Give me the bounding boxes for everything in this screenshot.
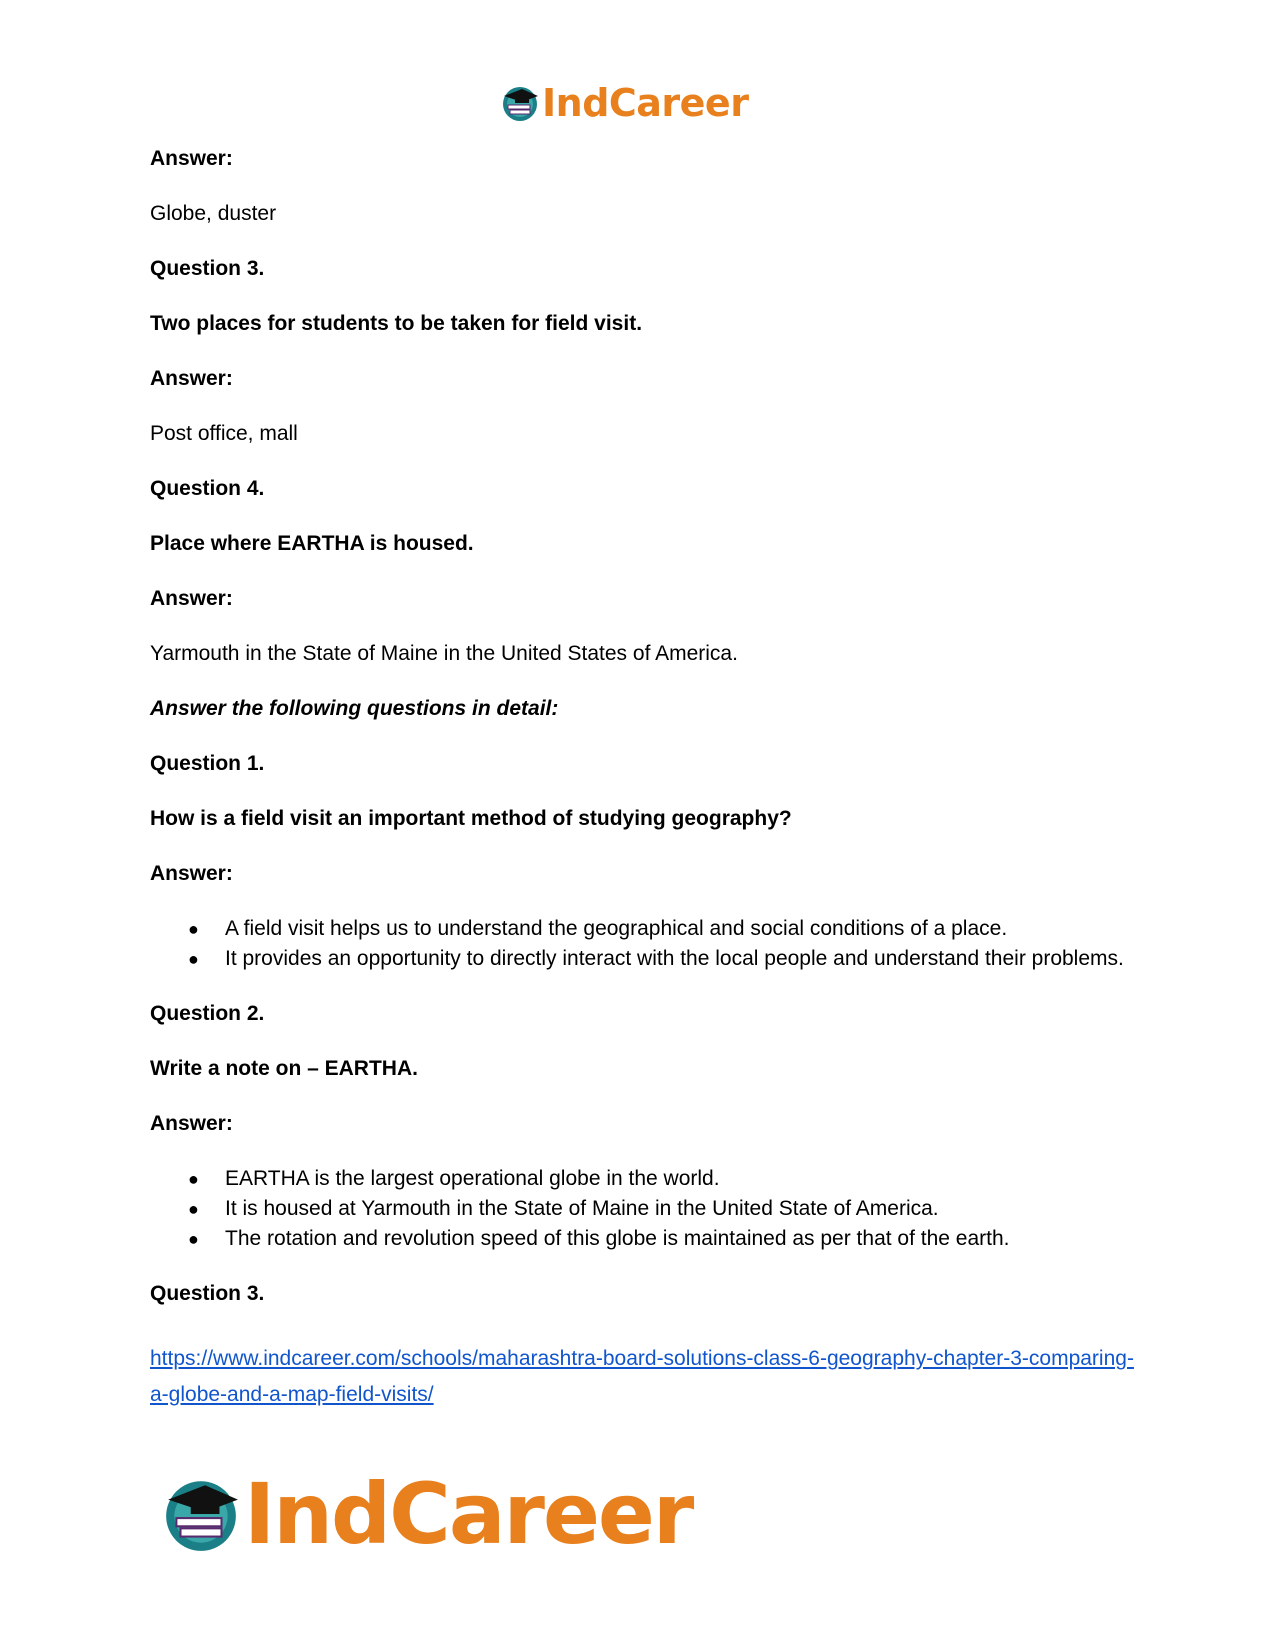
- question-label: Question 3.: [150, 257, 265, 280]
- bullet-icon: ●: [188, 1229, 199, 1249]
- question-label: Question 2.: [150, 1002, 265, 1025]
- graduation-cap-globe-icon: [500, 83, 540, 123]
- document-content: [150, 144, 1135, 1413]
- graduation-cap-globe-icon: [160, 1473, 242, 1555]
- bullet-list: [150, 1164, 1135, 1254]
- answer-text: Post office, mall: [150, 422, 298, 445]
- answer-text: Globe, duster: [150, 202, 277, 225]
- list-item: [150, 1164, 1135, 1194]
- list-item-text: The rotation and revolution speed of this globe is maintained as per that of the earth.: [225, 1227, 1010, 1250]
- bullet-icon: ●: [188, 919, 199, 939]
- question-text: Place where EARTHA is housed.: [150, 532, 474, 555]
- question-label: Question 3.: [150, 1282, 265, 1305]
- question-label: Question 4.: [150, 477, 265, 500]
- answer-label: Answer:: [150, 147, 233, 170]
- source-url-link[interactable]: https://www.indcareer.com/schools/maharashtra-board-solutions-class-6-geography-chapter-3-comparing-a-globe-and-a-map-field-visits/: [150, 1347, 1134, 1406]
- answer-label: Answer:: [150, 862, 233, 885]
- question-text: Two places for students to be taken for field visit.: [150, 312, 643, 335]
- list-item-text: EARTHA is the largest operational globe in the world.: [225, 1167, 720, 1190]
- answer-label: Answer:: [150, 367, 233, 390]
- list-item-text: It is housed at Yarmouth in the State of Maine in the United State of America.: [225, 1197, 939, 1220]
- question-text: How is a field visit an important method of studying geography?: [150, 807, 792, 830]
- question-text: Write a note on – EARTHA.: [150, 1057, 418, 1080]
- list-item-text: A field visit helps us to understand the geographical and social conditions of a place.: [225, 917, 1008, 940]
- bullet-list: [150, 914, 1135, 974]
- list-item-text: It provides an opportunity to directly interact with the local people and understand their problems.: [225, 947, 1124, 970]
- indcareer-logo-bottom: [160, 1464, 692, 1564]
- section-heading: Answer the following questions in detail:: [150, 697, 559, 720]
- indcareer-logo-top: [500, 78, 748, 128]
- logo-text: IndCareer: [542, 81, 749, 125]
- bullet-icon: ●: [188, 1169, 199, 1189]
- answer-label: Answer:: [150, 587, 233, 610]
- list-item: [150, 914, 1135, 944]
- question-label: Question 1.: [150, 752, 265, 775]
- list-item: [150, 1194, 1135, 1224]
- answer-label: Answer:: [150, 1112, 233, 1135]
- answer-text: Yarmouth in the State of Maine in the United States of America.: [150, 642, 738, 665]
- list-item: [150, 1224, 1135, 1254]
- logo-text: IndCareer: [244, 1465, 693, 1563]
- bullet-icon: ●: [188, 1199, 199, 1219]
- bullet-icon: ●: [188, 949, 199, 969]
- list-item: [150, 944, 1135, 974]
